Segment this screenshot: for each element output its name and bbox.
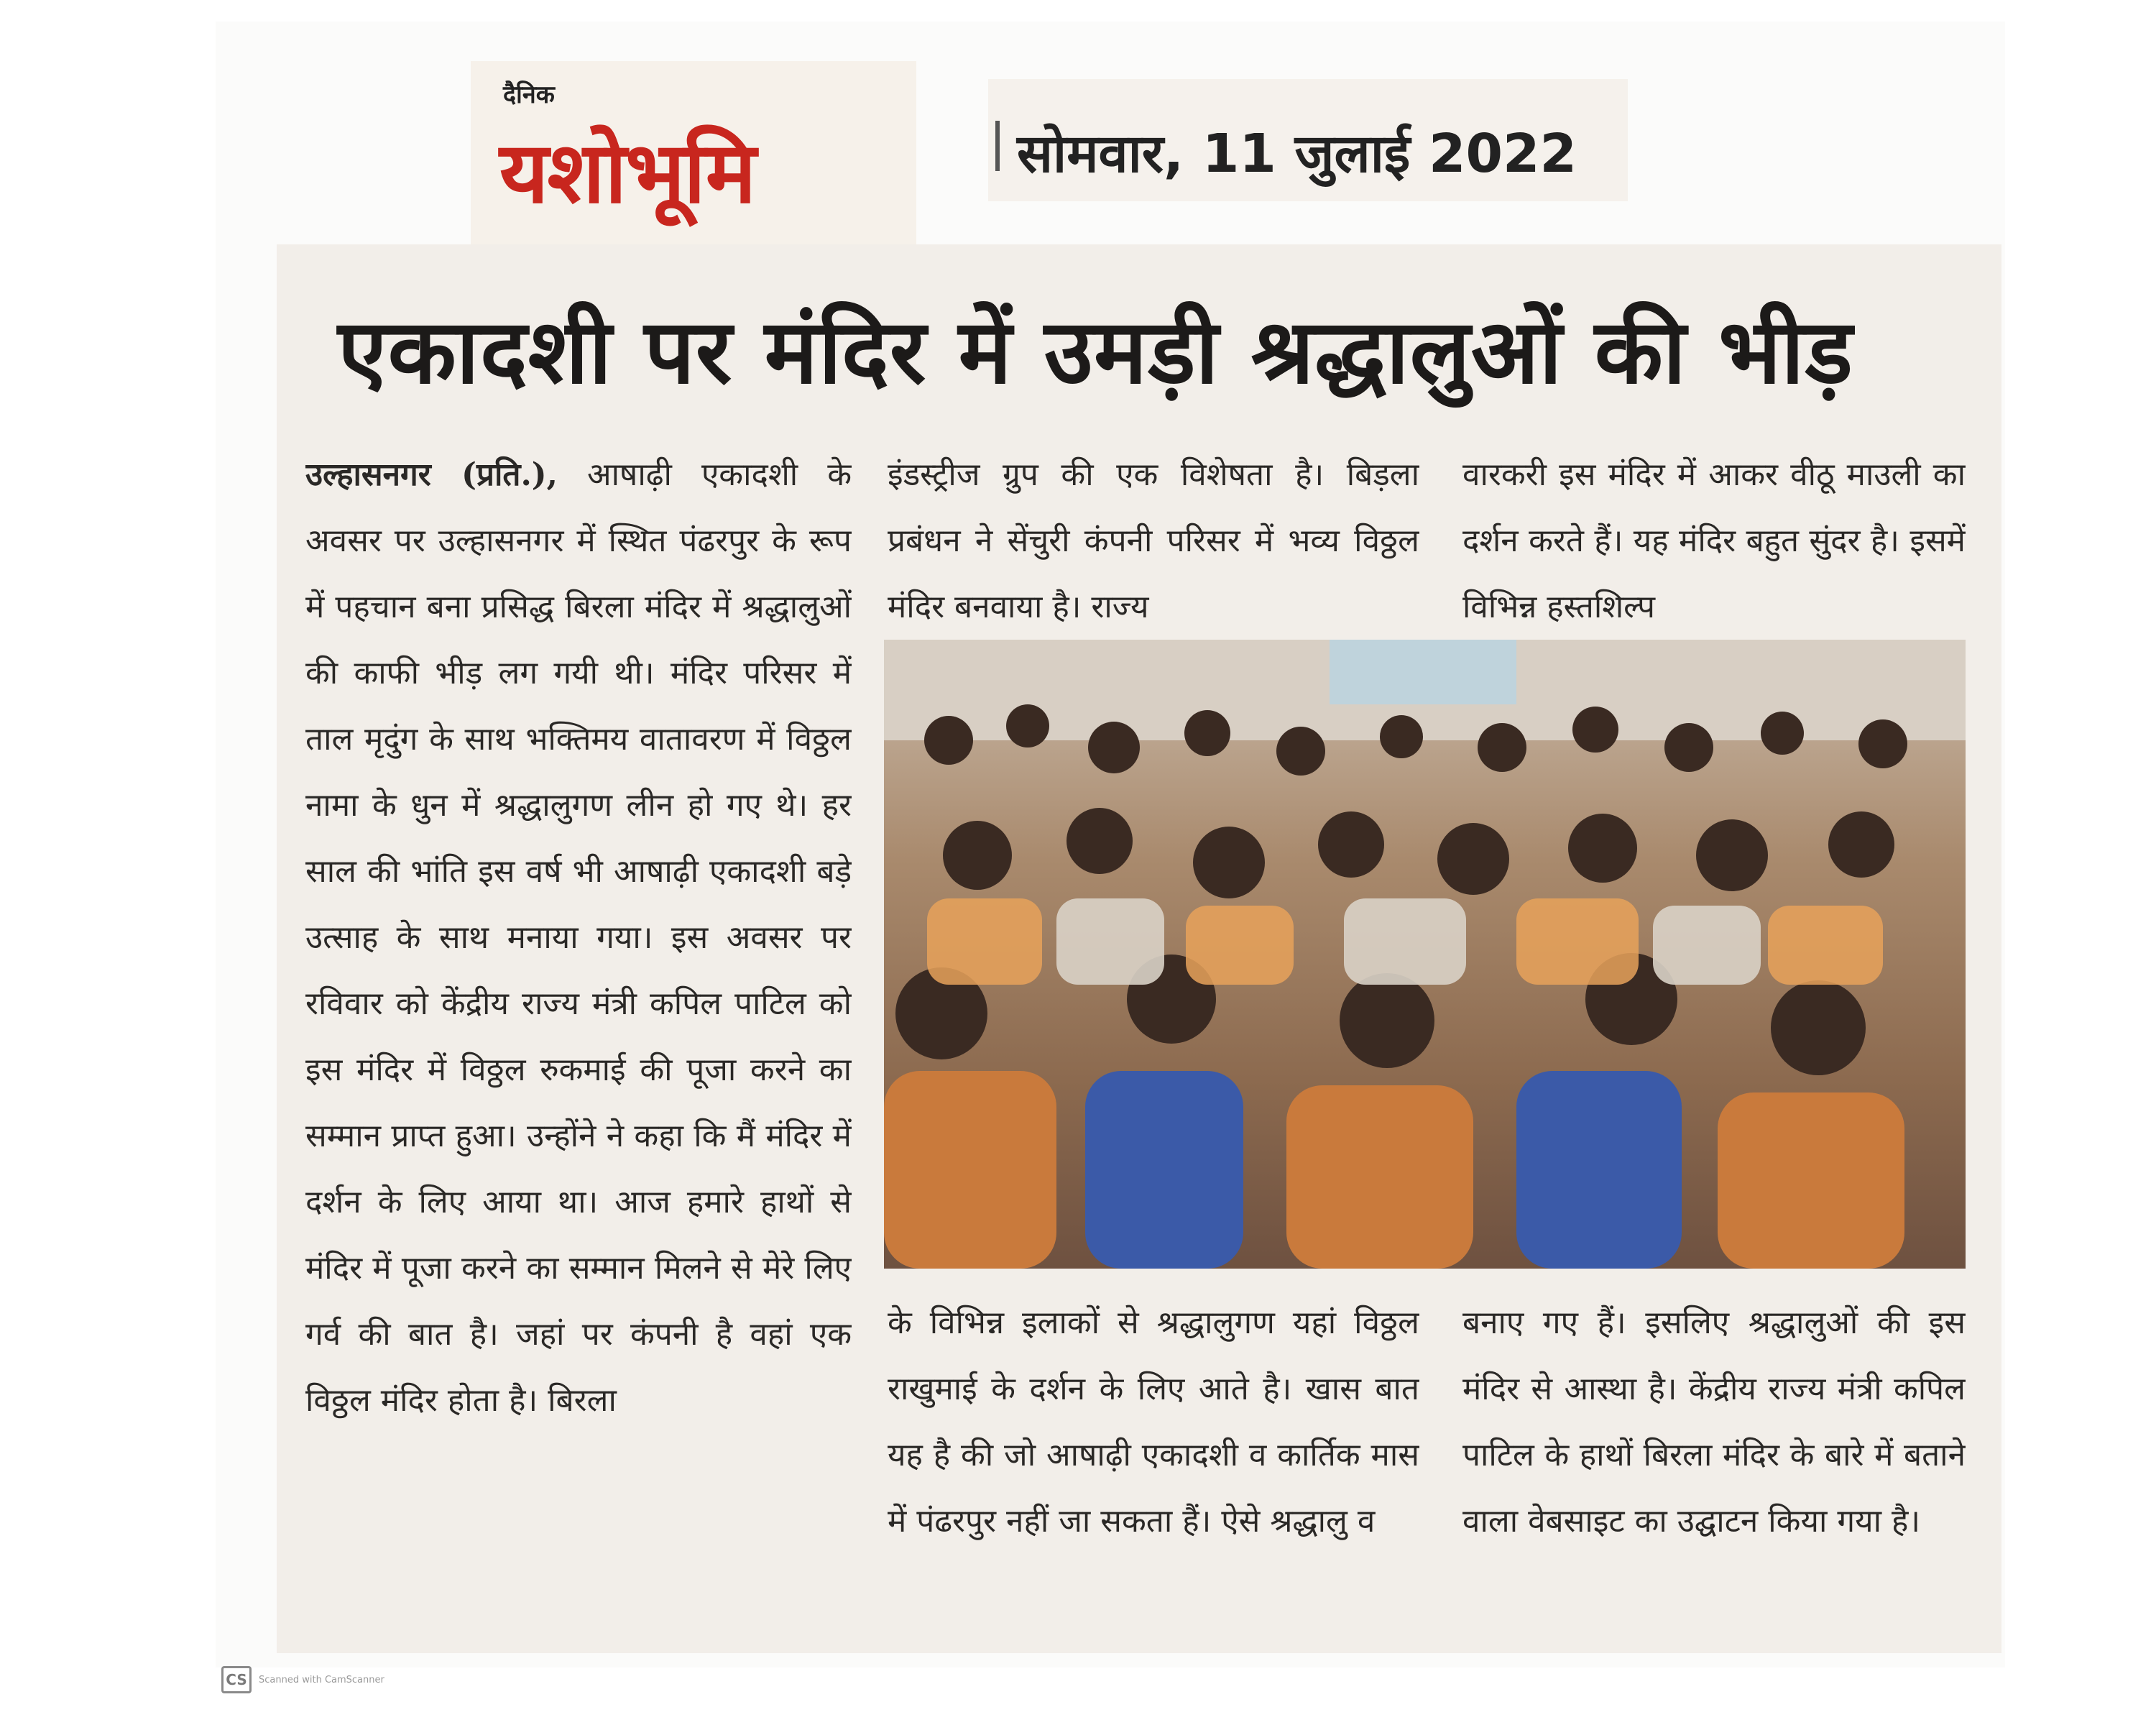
camscanner-logo: CS <box>221 1666 252 1693</box>
article-column-2-bottom: के विभिन्न इलाकों से श्रद्धालुगण यहां विठ्ठल राखुमाई के दर्शन के लिए आते है। खास बात यह है की जो आषाढ़ी एकादशी व कार्तिक मास में पंढरपुर नहीं जा सकता हैं। ऐसे श्रद्धालु व <box>888 1305 1419 1540</box>
publication-date: सोमवार, 11 जुलाई 2022 <box>1017 123 1577 185</box>
article-column-3-top: वारकरी इस मंदिर में आकर वीठू माउली का दर्शन करते हैं। यह मंदिर बहुत सुंदर है। इसमें विभिन्न हस्तशिल्प <box>1462 456 1966 625</box>
dateline <box>988 79 1628 201</box>
camscanner-watermark <box>221 1666 384 1693</box>
article-column-3-bottom: बनाए गए हैं। इसलिए श्रद्धालुओं की इस मंदिर से आस्था है। केंद्रीय राज्य मंत्री कपिल पाटिल के हाथों बिरला मंदिर के बारे में बताने वाला वेबसाइट का उद्घाटन किया गया है। <box>1462 1305 1966 1540</box>
article-byline: उल्हासनगर (प्रति.), <box>305 456 558 493</box>
crowd-photo <box>884 640 1966 1269</box>
article-column-1 <box>305 442 852 1635</box>
camscanner-label: Scanned with CamScanner <box>259 1674 384 1685</box>
crowd-photo-illustration <box>884 640 1966 1269</box>
newspaper-masthead <box>471 61 916 255</box>
article-headline: एकादशी पर मंदिर में उमड़ी श्रद्धालुओं की भीड़ <box>338 300 1853 404</box>
dateline-divider <box>995 121 1000 171</box>
article-column-2-top: इंडस्ट्रीज ग्रुप की एक विशेषता है। बिड़ला प्रबंधन ने सेंचुरी कंपनी परिसर में भव्य विठ्ठल मंदिर बनवाया है। राज्य <box>888 456 1419 625</box>
column-1-text: आषाढ़ी एकादशी के अवसर पर उल्हासनगर में स्थित पंढरपुर के रूप में पहचान बना प्रसिद्ध बिरला मंदिर में श्रद्धालुओं की काफी भीड़ लग गयी थी। मंदिर परिसर में ताल मृदुंग के साथ भक्तिमय वातावरण में विठ्ठल नामा के धुन में श्रद्धालुगण लीन हो गए थे। हर साल की भांति इस वर्ष भी आषाढ़ी एकादशी बड़े उत्साह के साथ मनाया गया। इस अवसर पर रविवार को केंद्रीय राज्य मंत्री कपिल पाटिल को इस मंदिर में विठ्ठल रुकमाई की पूजा करने का सम्मान प्राप्त हुआ। उन्होंने ने कहा कि मैं मंदिर में दर्शन के लिए आया था। आज हमारे हाथों से मंदिर में पूजा करने का सम्मान मिलने से मेरे लिए गर्व की बात है। जहां पर कंपनी है वहां एक विठ्ठल मंदिर होता है। बिरला <box>305 456 852 1419</box>
newspaper-logo: यशोभूमि <box>499 123 755 222</box>
masthead-small-word: दैनिक <box>503 80 555 109</box>
article-clipping <box>277 244 2001 1653</box>
